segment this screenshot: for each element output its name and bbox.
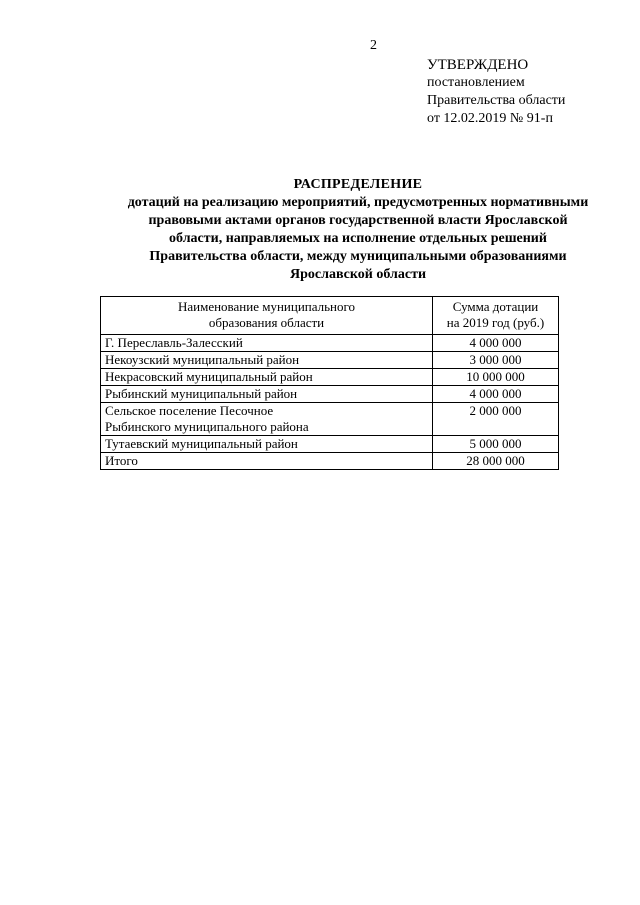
table-row [101, 436, 559, 453]
municipality-cell: Рыбинский муниципальный район [101, 386, 433, 403]
amount-cell: 4 000 000 [433, 386, 559, 403]
amount-cell: 3 000 000 [433, 352, 559, 369]
title-heading: РАСПРЕДЕЛЕНИЕ [293, 177, 423, 192]
amount-cell: 4 000 000 [433, 335, 559, 352]
distribution-table [100, 296, 559, 470]
municipality-cell: Тутаевский муниципальный район [101, 436, 433, 453]
table-row [101, 335, 559, 352]
amount-cell: 5 000 000 [433, 436, 559, 453]
municipality-cell: Г. Переславль-Залесский [101, 335, 433, 352]
title-line: правовыми актами органов государственной власти Ярославской [148, 213, 568, 228]
column-header-municipality: Наименование муниципального образования области [101, 297, 433, 335]
approval-date-number: от 12.02.2019 № 91-п [427, 111, 553, 126]
table-row [101, 403, 559, 436]
municipality-cell: Некрасовский муниципальный район [101, 369, 433, 386]
amount-cell: 10 000 000 [433, 369, 559, 386]
title-line: дотаций на реализацию мероприятий, предусмотренных нормативными [127, 195, 589, 210]
municipality-cell: Сельское поселение Песочное Рыбинского муниципального района [101, 403, 433, 436]
title-line: области, направляемых на исполнение отдельных решений [169, 231, 547, 246]
approval-heading: УТВЕРЖДЕНО [427, 57, 529, 73]
table-row [101, 369, 559, 386]
total-amount-cell: 28 000 000 [433, 453, 559, 470]
document-title [98, 176, 618, 284]
title-line: Ярославской области [289, 267, 427, 282]
table-row [101, 386, 559, 403]
municipality-cell: Некоузский муниципальный район [101, 352, 433, 369]
table-row [101, 352, 559, 369]
approval-line: Правительства области [427, 93, 566, 108]
total-label-cell: Итого [101, 453, 433, 470]
column-header-amount: Сумма дотации на 2019 год (руб.) [433, 297, 559, 335]
table-header-row [101, 297, 559, 335]
amount-cell: 2 000 000 [433, 403, 559, 436]
table-total-row [101, 453, 559, 470]
title-line: Правительства области, между муниципальными образованиями [149, 249, 567, 264]
approval-block [427, 56, 565, 128]
page-number: 2 [370, 38, 377, 53]
approval-line: постановлением [427, 75, 525, 90]
